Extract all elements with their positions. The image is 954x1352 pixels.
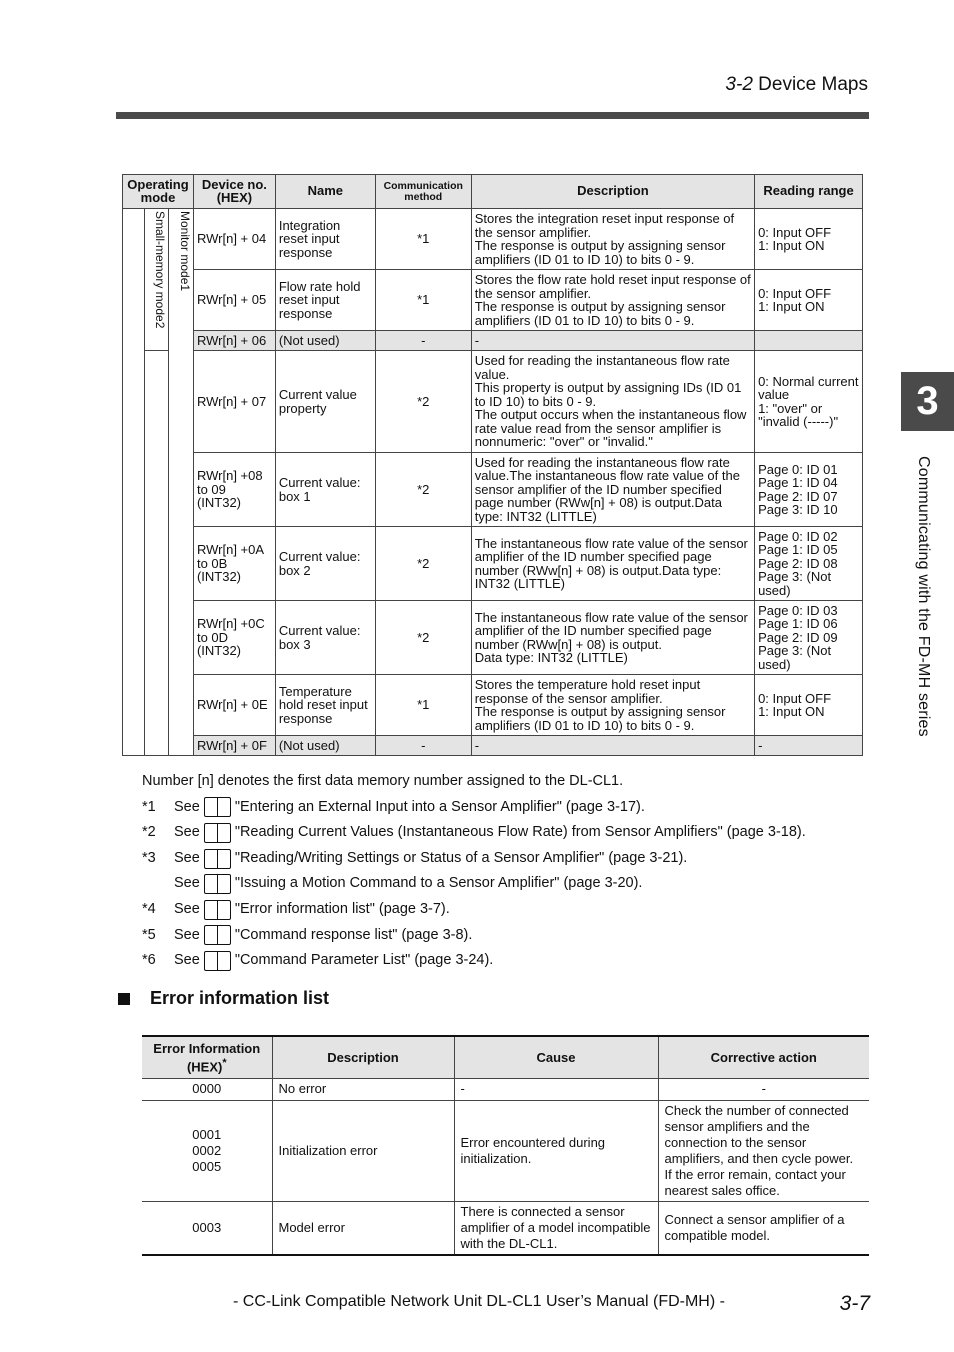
note-see-label: See	[174, 900, 200, 917]
range-cell: Page 0: ID 02 Page 1: ID 05 Page 2: ID 08 Page 3: (Not used)	[755, 527, 863, 601]
table-notes	[142, 769, 806, 974]
description-cell: -	[471, 331, 754, 351]
device-cell: RWr[n] +08 to 09 (INT32)	[193, 453, 275, 527]
header-reading-range: Reading range	[755, 175, 863, 209]
description-cell: -	[471, 736, 754, 756]
note-item	[142, 795, 806, 821]
error-code-cell: 0000	[142, 1078, 272, 1100]
error-cause-cell: Error encountered during initialization.	[454, 1100, 658, 1201]
section-heading-text: Error information list	[150, 988, 330, 1008]
bullet-square-icon	[118, 993, 130, 1005]
book-reference-icon	[204, 849, 231, 869]
error-cause-cell: -	[454, 1078, 658, 1100]
error-cause-cell: There is connected a sensor amplifier of a model incompatible with the DL-CL1.	[454, 1201, 658, 1255]
footer-manual-title: - CC-Link Compatible Network Unit DL-CL1 User’s Manual (FD-MH) -	[233, 1293, 725, 1310]
table-row	[123, 527, 863, 601]
header-name: Name	[275, 175, 375, 209]
note-mark: *4	[142, 900, 156, 917]
method-cell: *2	[375, 351, 471, 453]
table-row	[123, 270, 863, 331]
note-item	[142, 923, 806, 949]
name-cell: Current value: box 3	[275, 601, 375, 675]
device-cell: RWr[n] + 0E	[193, 675, 275, 736]
range-cell: 0: Input OFF 1: Input ON	[755, 270, 863, 331]
description-cell: Stores the temperature hold reset input response of the sensor amplifier. The response is output by assigning sensor amplifiers (ID 01 to ID 10) to bits 0 - 9.	[471, 675, 754, 736]
name-cell: Integration reset input response	[275, 209, 375, 270]
note-item	[142, 948, 806, 974]
note-mark: *2	[142, 824, 156, 841]
section-title: Device Maps	[758, 74, 868, 95]
book-reference-icon	[204, 797, 231, 817]
header-error-description: Description	[272, 1036, 454, 1078]
device-cell: RWr[n] +0A to 0B (INT32)	[193, 527, 275, 601]
book-reference-icon	[204, 951, 231, 971]
table-row	[123, 331, 863, 351]
section-heading	[118, 988, 329, 1009]
table-row	[142, 1078, 869, 1100]
method-cell: *2	[375, 601, 471, 675]
device-cell: RWr[n] + 04	[193, 209, 275, 270]
name-cell: Current value: box 2	[275, 527, 375, 601]
header-error-code-mark: *	[222, 1056, 227, 1069]
description-cell: Stores the integration reset input response of the sensor amplifier. The response is output by assigning sensor amplifiers (ID 01 to ID 10) to bits 0 - 9.	[471, 209, 754, 270]
note-reference-text: "Reading/Writing Settings or Status of a Sensor Amplifier" (page 3-21).	[234, 849, 688, 866]
header-device-no: Device no. (HEX)	[193, 175, 275, 209]
mode-blank-cell	[123, 209, 145, 756]
note-item	[142, 897, 806, 923]
range-cell: Page 0: ID 03 Page 1: ID 06 Page 2: ID 09 Page 3: (Not used)	[755, 601, 863, 675]
note-see-label: See	[174, 952, 200, 969]
table-row	[123, 601, 863, 675]
description-cell: Used for reading the instantaneous flow rate value.The instantaneous flow rate value of the sensor amplifier of the ID number specified page number (RWw[n] + 08) is output.Data type: INT32 (LITTLE)	[471, 453, 754, 527]
note-reference-text: "Command response list" (page 3-8).	[234, 926, 473, 943]
error-information-table	[142, 1035, 869, 1256]
note-item	[142, 871, 806, 897]
error-action-cell: Check the number of connected sensor amplifiers and the connection to the sensor amplifiers, and then cycle power. If the error remain, contact your nearest sales office.	[658, 1100, 869, 1201]
chapter-tab: 3	[901, 372, 954, 431]
name-cell: Flow rate hold reset input response	[275, 270, 375, 331]
error-code-cell: 0003	[142, 1201, 272, 1255]
note-see-label: See	[174, 875, 200, 892]
chapter-side-title: Communicating with the FD-MH series	[915, 456, 932, 737]
description-cell: The instantaneous flow rate value of the sensor amplifier of the ID number specified page number (RWw[n] + 08) is output. Data type: INT32 (LITTLE)	[471, 601, 754, 675]
note-reference-text: "Entering an External Input into a Sensor Amplifier" (page 3-17).	[234, 798, 645, 815]
header-error-action: Corrective action	[658, 1036, 869, 1078]
note-reference-text: "Command Parameter List" (page 3-24).	[234, 952, 494, 969]
description-cell: Stores the flow rate hold reset input response of the sensor amplifier. The response is output by assigning sensor amplifiers (ID 01 to ID 10) to bits 0 - 9.	[471, 270, 754, 331]
error-code-cell: 0001 0002 0005	[142, 1100, 272, 1201]
note-mark: *5	[142, 926, 156, 943]
note-reference-text: "Reading Current Values (Instantaneous Flow Rate) from Sensor Amplifiers" (page 3-18).	[234, 824, 806, 841]
device-cell: RWr[n] + 0F	[193, 736, 275, 756]
header-error-code-text: Error Information (HEX)	[153, 1040, 261, 1074]
error-description-cell: Model error	[272, 1201, 454, 1255]
range-cell: 0: Normal current value 1: "over" or "invalid (-----)"	[755, 351, 863, 453]
note-see-label: See	[174, 849, 200, 866]
header-divider	[116, 112, 869, 119]
header-operating-mode: Operating mode	[123, 175, 194, 209]
method-cell: *2	[375, 527, 471, 601]
table-row	[142, 1201, 869, 1255]
table-row	[123, 351, 863, 453]
note-mark: *6	[142, 952, 156, 969]
method-cell: *1	[375, 270, 471, 331]
description-cell: Used for reading the instantaneous flow rate value. This property is output by assigning IDs (ID 01 to ID 10) to bits 0 - 9. The output occurs when the instantaneous flow rate value read from the sensor amplifier is nonnumeric: "over" or "invalid."	[471, 351, 754, 453]
page-header-title	[725, 74, 868, 96]
notes-intro: Number [n] denotes the first data memory number assigned to the DL-CL1.	[142, 773, 624, 789]
table-header-row	[123, 175, 863, 209]
header-comm-method: Communication method	[375, 175, 471, 209]
range-cell: 0: Input OFF 1: Input ON	[755, 209, 863, 270]
page-number: 3-7	[839, 1292, 870, 1315]
note-reference-text: "Error information list" (page 3-7).	[234, 900, 450, 917]
name-cell: Current value: box 1	[275, 453, 375, 527]
book-reference-icon	[204, 823, 231, 843]
book-reference-icon	[204, 874, 231, 894]
name-cell: (Not used)	[275, 331, 375, 351]
mode-blank-cell	[144, 351, 168, 756]
method-cell: *1	[375, 675, 471, 736]
mode-label-small-memory: Small-memory mode2	[144, 209, 168, 351]
table-row	[142, 1100, 869, 1201]
error-action-cell: -	[658, 1078, 869, 1100]
error-action-cell: Connect a sensor amplifier of a compatible model.	[658, 1201, 869, 1255]
description-cell: The instantaneous flow rate value of the sensor amplifier of the ID number specified page number (RWw[n] + 08) is output.Data type: INT32 (LITTLE)	[471, 527, 754, 601]
device-cell: RWr[n] + 06	[193, 331, 275, 351]
method-cell: -	[375, 736, 471, 756]
method-cell: *2	[375, 453, 471, 527]
error-table-header-row	[142, 1036, 869, 1078]
device-cell: RWr[n] + 05	[193, 270, 275, 331]
mode-label-monitor: Monitor mode1	[168, 209, 193, 756]
note-see-label: See	[174, 926, 200, 943]
book-reference-icon	[204, 925, 231, 945]
header-description: Description	[471, 175, 754, 209]
range-cell: Page 0: ID 01 Page 1: ID 04 Page 2: ID 07 Page 3: ID 10	[755, 453, 863, 527]
section-number: 3-2	[725, 74, 753, 95]
method-cell: *1	[375, 209, 471, 270]
device-cell: RWr[n] +0C to 0D (INT32)	[193, 601, 275, 675]
table-row	[123, 736, 863, 756]
book-reference-icon	[204, 900, 231, 920]
note-mark: *1	[142, 798, 156, 815]
table-row	[123, 453, 863, 527]
header-error-code	[142, 1036, 272, 1078]
header-error-cause: Cause	[454, 1036, 658, 1078]
name-cell: Current value property	[275, 351, 375, 453]
device-cell: RWr[n] + 07	[193, 351, 275, 453]
note-item	[142, 820, 806, 846]
name-cell: Temperature hold reset input response	[275, 675, 375, 736]
method-cell: -	[375, 331, 471, 351]
range-cell: -	[755, 736, 863, 756]
table-row	[123, 675, 863, 736]
name-cell: (Not used)	[275, 736, 375, 756]
table-row	[123, 209, 863, 270]
range-cell: 0: Input OFF 1: Input ON	[755, 675, 863, 736]
note-see-label: See	[174, 824, 200, 841]
note-item	[142, 846, 806, 872]
note-reference-text: "Issuing a Motion Command to a Sensor Amplifier" (page 3-20).	[234, 875, 643, 892]
note-mark: *3	[142, 849, 156, 866]
error-description-cell: Initialization error	[272, 1100, 454, 1201]
range-cell	[755, 331, 863, 351]
note-see-label: See	[174, 798, 200, 815]
error-description-cell: No error	[272, 1078, 454, 1100]
device-map-table	[122, 174, 863, 756]
